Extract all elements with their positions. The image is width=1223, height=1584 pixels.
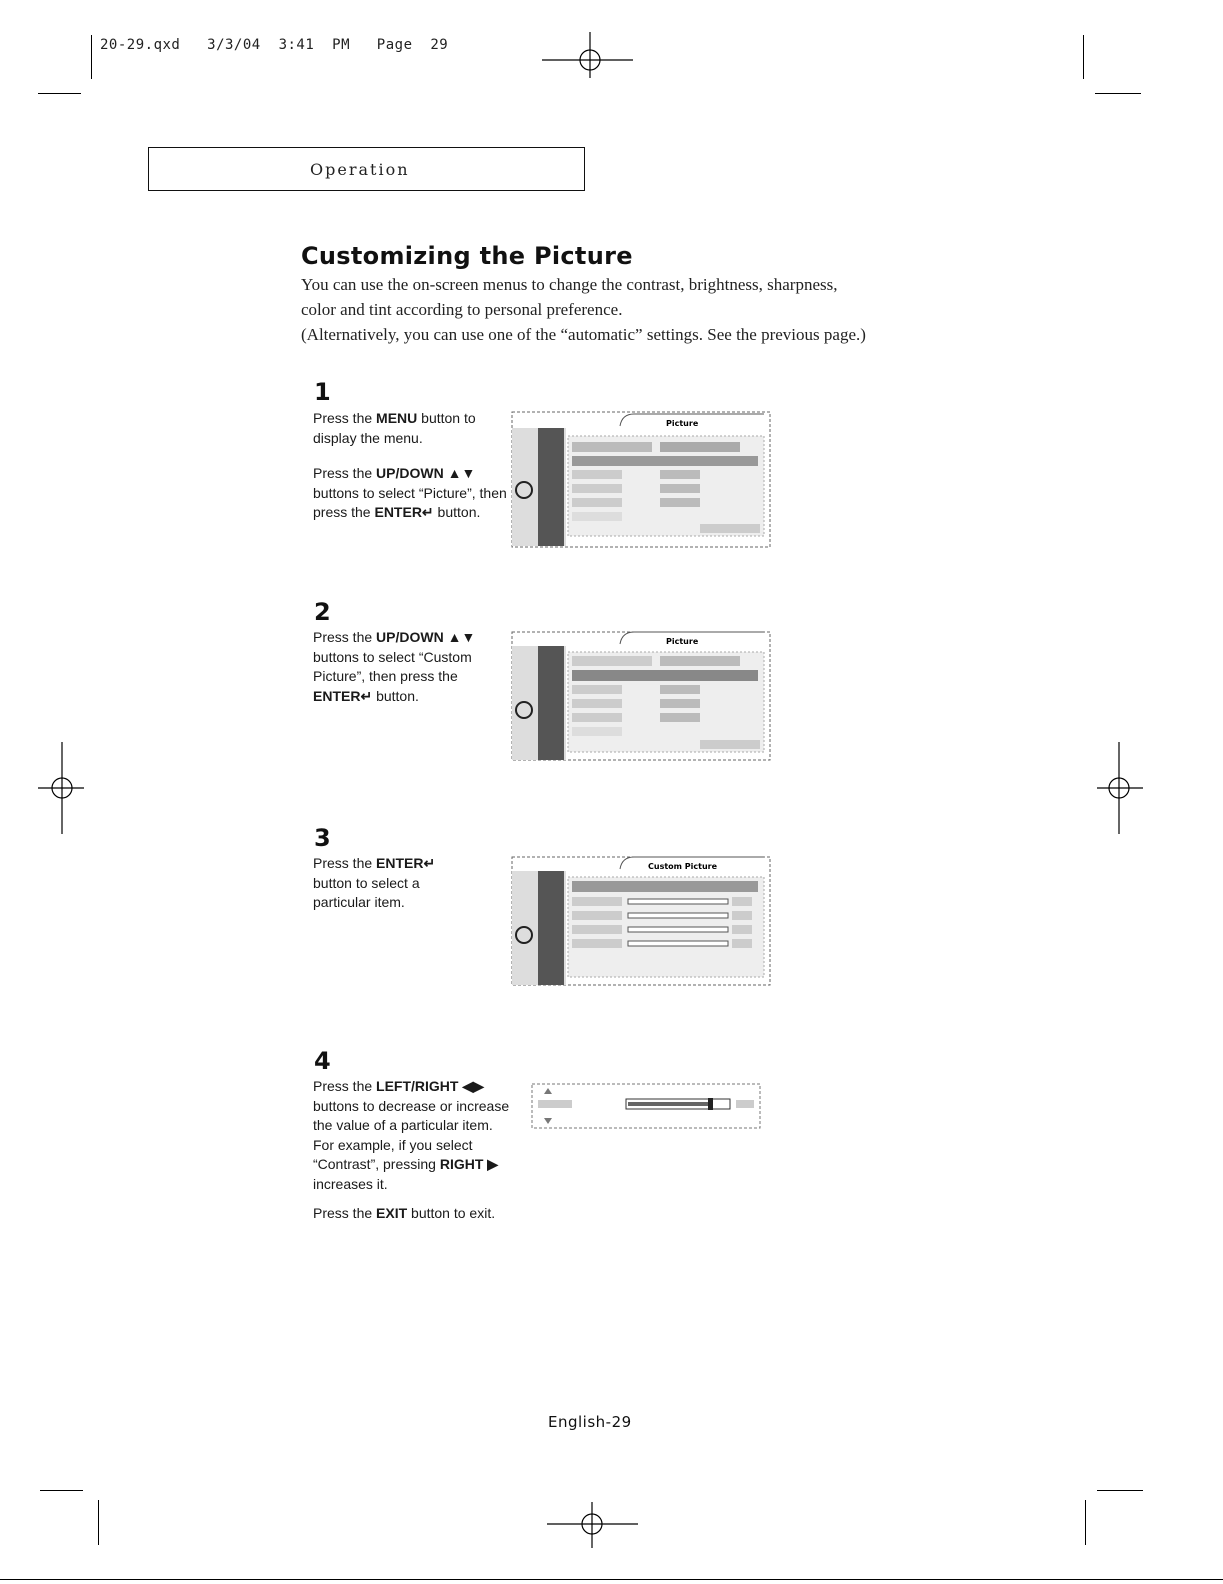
registration-mark-top <box>540 30 635 80</box>
registration-mark-bottom <box>545 1500 640 1550</box>
step-1-screen-title: Picture <box>666 419 699 428</box>
step-1-menu-screen <box>510 408 775 563</box>
step-2-text: Press the UP/DOWN ▲▼ buttons to select “Custom Picture”, then press the ENTER↵ button. <box>313 629 476 704</box>
step-1-number: 1 <box>314 378 331 406</box>
step-2-screen-title: Picture <box>666 637 699 646</box>
intro-line-3: (Alternatively, you can use one of the “automatic” settings. See the previous page.) <box>301 325 866 344</box>
intro-line-1: You can use the on-screen menus to change the contrast, brightness, sharpness, <box>301 275 838 294</box>
page-title: Customizing the Picture <box>301 242 633 270</box>
step-3-number: 3 <box>314 824 331 852</box>
intro-paragraph <box>301 272 1021 347</box>
section-title: Operation <box>310 160 410 179</box>
step-2-number: 2 <box>314 598 331 626</box>
step-3-menu-screen <box>510 853 775 998</box>
step-4-contrast-bar-screen <box>530 1078 765 1133</box>
step-3-screen-title: Custom Picture <box>648 862 718 871</box>
registration-mark-left <box>36 740 86 836</box>
step-4-number: 4 <box>314 1047 331 1075</box>
intro-line-2: color and tint according to personal preference. <box>301 300 623 319</box>
printer-slug: 20-29.qxd 3/3/04 3:41 PM Page 29 <box>100 37 449 53</box>
step-3-text: Press the ENTER↵ button to select a particular item. <box>313 855 436 910</box>
page-number: English-29 <box>548 1413 632 1431</box>
step-2-menu-screen <box>510 628 775 773</box>
step-4-text: Press the LEFT/RIGHT ◀▶ buttons to decrease or increase the value of a particular item. For example, if you select “Contrast”, pressing RIGHT ▶ increases it. Press the EXIT button to exit. <box>313 1078 510 1221</box>
registration-mark-right <box>1095 740 1145 836</box>
step-1-text: Press the MENU button to display the menu. Press the UP/DOWN ▲▼ buttons to select “Picture”, then press the ENTER↵ button. <box>313 410 507 520</box>
